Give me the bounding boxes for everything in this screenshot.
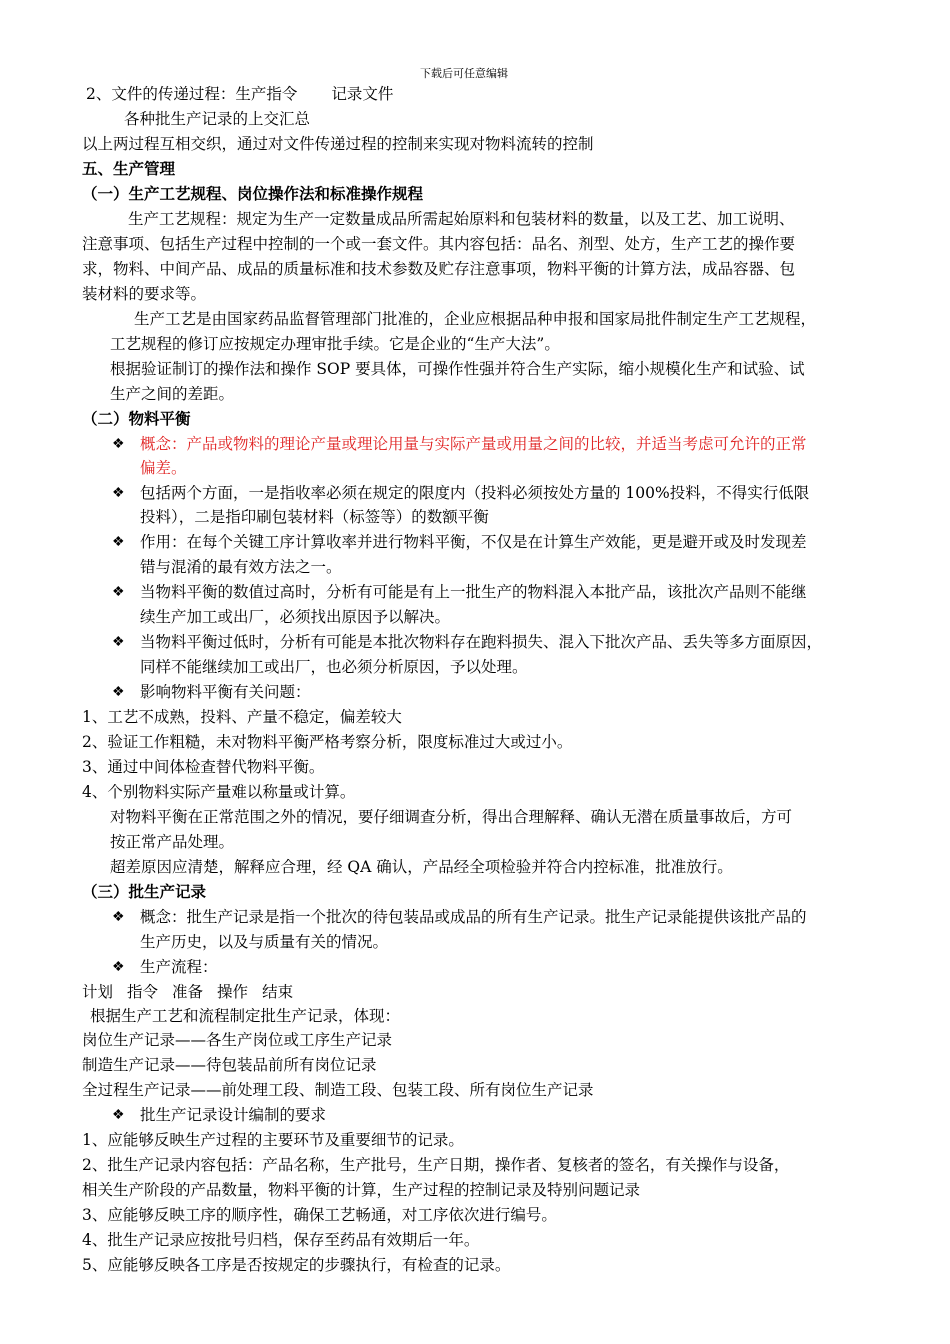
paragraph-line: 按正常产品处理。 xyxy=(110,833,235,851)
diamond-bullet-icon: ❖ xyxy=(112,584,125,600)
flow-step: 指令 xyxy=(127,983,159,1001)
bullet-text: 概念：产品或物料的理论产量或理论用量与实际产量或用量之间的比较，并适当考虑可允许的正常 xyxy=(140,435,807,453)
paragraph-line: 求，物料、中间产品、成品的质量标准和技术参数及贮存注意事项，物料平衡的计算方法，成品容器、包 xyxy=(82,260,796,278)
diamond-bullet-icon: ❖ xyxy=(112,634,125,650)
flow-line xyxy=(86,84,393,104)
record-type: 岗位生产记录——各生产岗位或工序生产记录 xyxy=(82,1031,393,1049)
list-item: 1、工艺不成熟，投料、产量不稳定，偏差较大 xyxy=(82,708,402,726)
diamond-bullet-icon: ❖ xyxy=(112,534,125,550)
bullet-text: 批生产记录设计编制的要求 xyxy=(140,1106,327,1124)
bullet-text: 投料），二是指印刷包装材料（标签等）的数额平衡 xyxy=(140,508,489,526)
production-flow xyxy=(82,982,293,1002)
flow-line-b: 记录文件 xyxy=(331,85,394,103)
bullet-text: 同样不能继续加工或出厂，也必须分析原因，予以处理。 xyxy=(140,658,528,676)
bullet-text: 概念：批生产记录是指一个批次的待包装品或成品的所有生产记录。批生产记录能提供该批产品的 xyxy=(140,908,807,926)
diamond-bullet-icon: ❖ xyxy=(112,684,125,700)
subsection-title-1: （一）生产工艺规程、岗位操作法和标准操作规程 xyxy=(82,184,424,203)
bullet-text: 当物料平衡过低时，分析有可能是本批次物料存在跑料损失、混入下批次产品、丢失等多方面原因， xyxy=(140,633,823,651)
bullet-text: 生产历史，以及与质量有关的情况。 xyxy=(140,933,389,951)
diamond-bullet-icon: ❖ xyxy=(112,959,125,975)
flow-line-2: 各种批生产记录的上交汇总 xyxy=(124,110,311,128)
bullet-text: 影响物料平衡有关问题： xyxy=(140,683,311,701)
paragraph-line: 生产工艺是由国家药品监督管理部门批准的，企业应根据品种申报和国家局批件制定生产工艺规程， xyxy=(134,310,817,328)
flow-step: 计划 xyxy=(82,983,114,1001)
paragraph-line: 生产之间的差距。 xyxy=(110,385,235,403)
list-item: 5、应能够反映各工序是否按规定的步骤执行，有检查的记录。 xyxy=(82,1256,511,1274)
paragraph-line: 装材料的要求等。 xyxy=(82,285,207,303)
diamond-bullet-icon: ❖ xyxy=(112,909,125,925)
record-type: 全过程生产记录——前处理工段、制造工段、包装工段、所有岗位生产记录 xyxy=(82,1081,594,1099)
bullet-text: 生产流程： xyxy=(140,958,218,976)
flow-line-a: 2、文件的传递过程：生产指令 xyxy=(86,85,298,103)
page-header-note: 下载后可任意编辑 xyxy=(420,67,508,80)
diamond-bullet-icon: ❖ xyxy=(112,485,125,501)
paragraph-line: 根据生产工艺和流程制定批生产记录，体现： xyxy=(90,1007,401,1025)
diamond-bullet-icon: ❖ xyxy=(112,436,125,452)
record-type: 制造生产记录——待包装品前所有岗位记录 xyxy=(82,1056,377,1074)
list-item: 2、验证工作粗糙，未对物料平衡严格考察分析，限度标准过大或过小。 xyxy=(82,733,573,751)
paragraph-line: 超差原因应清楚，解释应合理，经 QA 确认，产品经全项检验并符合内控标准，批准放行。 xyxy=(110,858,733,876)
paragraph-line: 工艺规程的修订应按规定办理审批手续。它是企业的“生产大法”。 xyxy=(110,335,560,353)
list-item: 3、通过中间体检查替代物料平衡。 xyxy=(82,758,325,776)
flow-summary: 以上两过程互相交织，通过对文件传递过程的控制来实现对物料流转的控制 xyxy=(82,135,594,153)
flow-step: 操作 xyxy=(217,983,249,1001)
bullet-text: 错与混淆的最有效方法之一。 xyxy=(140,558,342,576)
bullet-text: 作用：在每个关键工序计算收率并进行物料平衡，不仅是在计算生产效能，更是避开或及时发现差 xyxy=(140,533,807,551)
list-item: 4、个别物料实际产量难以称量或计算。 xyxy=(82,783,356,801)
bullet-text: 当物料平衡的数值过高时，分析有可能是有上一批生产的物料混入本批产品，该批次产品则不能继 xyxy=(140,583,807,601)
list-item: 相关生产阶段的产品数量，物料平衡的计算，生产过程的控制记录及特别问题记录 xyxy=(82,1181,641,1199)
list-item: 3、应能够反映工序的顺序性，确保工艺畅通，对工序依次进行编号。 xyxy=(82,1206,557,1224)
subsection-title-3: （三）批生产记录 xyxy=(82,882,207,901)
list-item: 2、批生产记录内容包括：产品名称，生产批号，生产日期，操作者、复核者的签名，有关操作与设备， xyxy=(82,1156,790,1174)
bullet-text: 包括两个方面，一是指收率必须在规定的限度内（投料必须按处方量的 100%投料，不得实行低限 xyxy=(140,484,810,502)
paragraph-line: 注意事项、包括生产过程中控制的一个或一套文件。其内容包括：品名、剂型、处方，生产工艺的操作要 xyxy=(82,235,796,253)
flow-step: 准备 xyxy=(172,983,204,1001)
diamond-bullet-icon: ❖ xyxy=(112,1107,125,1123)
paragraph-line: 对物料平衡在正常范围之外的情况，要仔细调查分析，得出合理解释、确认无潜在质量事故后，方可 xyxy=(110,808,793,826)
subsection-title-2: （二）物料平衡 xyxy=(82,409,191,428)
bullet-text: 偏差。 xyxy=(140,459,187,477)
bullet-text: 续生产加工或出厂，必须找出原因予以解决。 xyxy=(140,608,451,626)
flow-step: 结束 xyxy=(262,983,294,1001)
section-title: 五、生产管理 xyxy=(82,159,176,178)
list-item: 1、应能够反映生产过程的主要环节及重要细节的记录。 xyxy=(82,1131,464,1149)
paragraph-line: 根据验证制订的操作法和操作 SOP 要具体，可操作性强并符合生产实际，缩小规模化生产和试验、试 xyxy=(110,360,805,378)
list-item: 4、批生产记录应按批号归档，保存至药品有效期后一年。 xyxy=(82,1231,480,1249)
paragraph-line: 生产工艺规程：规定为生产一定数量成品所需起始原料和包装材料的数量，以及工艺、加工说明、 xyxy=(128,210,795,228)
